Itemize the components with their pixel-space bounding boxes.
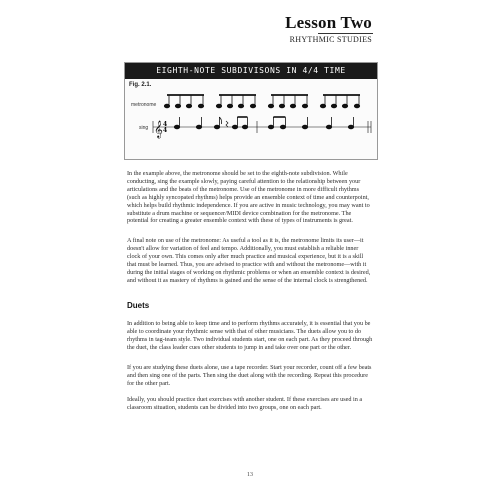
music-notation [125,63,377,159]
section-heading-duets: Duets [127,301,150,310]
metronome-group-2 [216,95,256,108]
paragraph-duets-alone: If you are studying these duets alone, use a tape recorder. Start your recorder, count off a few beats and then sing one of the parts. Then sing the duet along with the recording. Repeat this procedure for the other part. [127,364,372,387]
metronome-group-3 [268,95,308,108]
paragraph-metronome-usage: In the example above, the metronome should be set to the eighth-note subdivision. While conducting, sing the example slowly, paying careful attention to the relationship between your articulations and the beats of the metronome. Use of the metronome in more difficult rhythms (such as highly syncopated rhythms) helps provide an ensemble context of time and counterpoint, which helps build rhythmic independence. If you are active in music technology, you may want to substitute a drum machine or sequencer/MIDI device combination for the metronome. The potential for creating a greater ensemble context with these of types of instruments is great. [127,170,370,225]
title-rule [318,33,373,34]
metronome-row-label: metronome [131,102,157,108]
sing-staff [153,117,371,138]
metronome-group-4 [320,95,360,108]
paragraph-metronome-final-note: A final note on use of the metronome: As useful a tool as it is, the metronome limits its user—it doesn't allow for variation of feel and tempo. Additionally, you must establish a reliable inner clock of your own. This comes only after much practice and musical experience, but it is a skill that must be learned. Thus, you are advised to practice with and without the metronome—with it during the initial stages of working on rhythmic problems or when an ensemble context is desired, and without it as mastery of rhythms is gained and the sense of the internal clock is strengthened. [127,237,371,284]
svg-text:4: 4 [163,127,168,134]
svg-text:4: 4 [163,121,168,128]
page-number: 13 [247,472,253,478]
lesson-title: Lesson Two [285,13,372,32]
treble-clef-icon: 𝄞 [154,120,163,138]
paragraph-duets-intro: In addition to being able to keep time and to perform rhythms accurately, it is essential that you be able to coordinate your rhythmic sense with that of other musicians. The duets allow you to do rhythms in tag-team style. Two individual students start, one on each part. As they proceed through the duet, the class leader cues other students to jump in and take over one part or the other. [127,320,373,351]
sing-row-label: sing [139,125,149,131]
metronome-group-1 [164,95,204,108]
lesson-subtitle: RHYTHMIC STUDIES [289,35,372,44]
paragraph-duets-classroom: Ideally, you should practice duet exercises with another student. If these exercises are used in a classroom situation, students can be divided into two groups, one on each part. [127,396,363,411]
figure-label: Fig. 2.1. [129,82,152,88]
figure-banner: EIGHTH-NOTE SUBDIVISONS IN 4/4 TIME [125,63,377,79]
figure-2-1 [124,62,378,160]
metronome-beats [164,95,360,108]
